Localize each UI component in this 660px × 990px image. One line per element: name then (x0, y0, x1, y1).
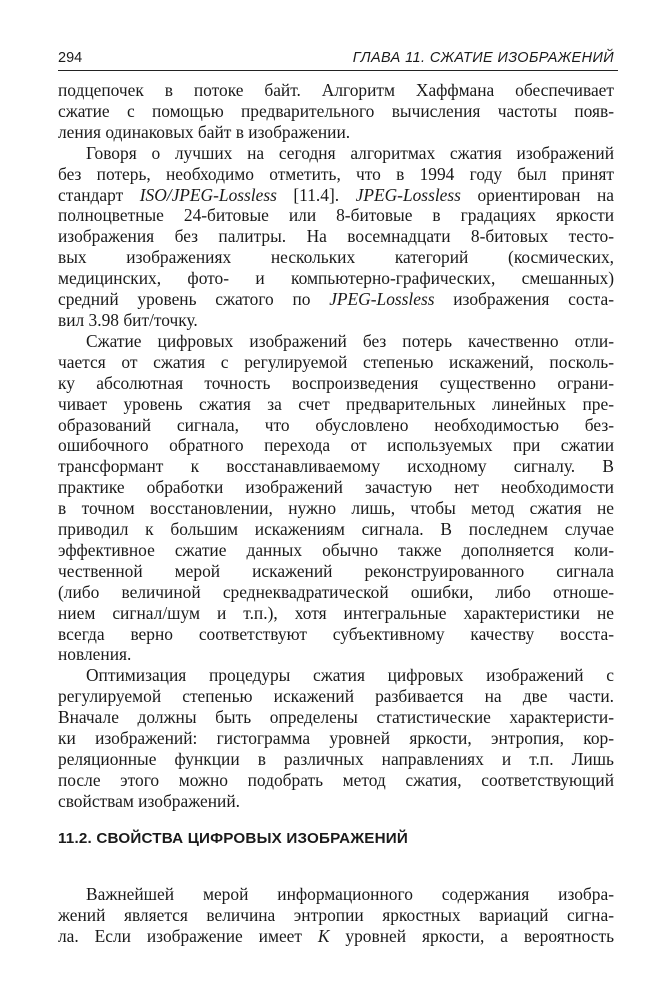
text-line: (либо величиной среднеквадратической ошибки, либо отноше- (58, 581, 614, 602)
paragraph-2 (58, 143, 614, 331)
text-line: чественной мерой искажений реконструированного сигнала (58, 560, 614, 581)
text-line: чается от сжатия с регулируемой степенью искажений, посколь- (58, 351, 614, 372)
text-line: Оптимизация процедуры сжатия цифровых изображений с (86, 665, 614, 686)
text-line: практике обработки изображений зачастую нет необходимости (58, 477, 614, 498)
text-line: всегда верно соответствуют субъективному качеству восста- (58, 623, 614, 644)
text-line: после этого можно подобрать метод сжатия, соответствующий (58, 769, 614, 790)
text-line: ошибочного обратного перехода от используемых при сжатии (58, 435, 614, 456)
text-line: полноцветные 24-битовые или 8-битовые в градациях яркости (58, 205, 614, 226)
text-line: чивает уровень сжатия за счет предварительных линейных пре- (58, 393, 614, 414)
text-line: ки изображений: гистограмма уровней яркости, энтропия, кор- (58, 728, 614, 749)
text-line: подцепочек в потоке байт. Алгоритм Хаффмана обеспечивает (58, 80, 614, 100)
text-line: регулируемой степенью искажений разбивается на две части. (58, 686, 614, 707)
standard-name: JPEG-Lossless (329, 289, 435, 310)
paragraph-1 (58, 80, 614, 143)
text-line: нием сигнал/шум и т.п.), хотя интегральные характеристики не (58, 602, 614, 623)
running-head: ГЛАВА 11. СЖАТИЕ ИЗОБРАЖЕНИЙ (352, 50, 614, 66)
text-line: жений является величина энтропии яркостных вариаций сигна- (58, 905, 614, 926)
section-heading: 11.2. СВОЙСТВА ЦИФРОВЫХ ИЗОБРАЖЕНИЙ (58, 830, 408, 847)
page-header (58, 44, 618, 71)
text-line: приводил к большим искажениям сигнала. В последнем случае (58, 519, 614, 540)
text-line: новления. (58, 644, 132, 665)
text-line: Сжатие цифровых изображений без потерь качественно отли- (86, 330, 614, 351)
text-line: реляционные функции в различных направлениях и т.п. Лишь (58, 749, 614, 769)
text-run: ориентирован на (460, 184, 614, 205)
text-line: вых изображениях нескольких категорий (космических, (58, 247, 614, 268)
paragraph-4 (58, 665, 614, 811)
text-run: стандарт (58, 184, 140, 205)
text-line (58, 185, 614, 206)
text-line: свойствам изображений. (58, 790, 240, 811)
text-line (58, 289, 614, 310)
text-line: изображения без палитры. На восемнадцати 8-битовых тесто- (58, 226, 614, 247)
body-text (58, 80, 614, 812)
text-line: Важнейшей мерой информационного содержания изобра- (86, 884, 614, 905)
text-line: ления одинаковых байт в изображении. (58, 121, 351, 142)
text-run: ла. Если изображение имеет (58, 926, 318, 947)
text-line: без потерь, необходимо отметить, что в 1994 году был принят (58, 163, 614, 184)
text-line: в точном восстановлении, нужно лишь, чтобы метод сжатия не (58, 498, 614, 519)
standard-name: ISO/JPEG-Lossless (139, 184, 277, 205)
text-line (58, 926, 614, 947)
paragraph-3 (58, 331, 614, 666)
text-run: [11.4]. (276, 184, 356, 205)
text-run: уровней яркости, а вероятность (329, 926, 614, 947)
text-line: ку абсолютная точность воспроизведения существенно ограни- (58, 372, 614, 393)
text-line: сжатие с помощью предварительного вычисления частоты появ- (58, 100, 614, 121)
text-line: Вначале должны быть определены статистические характеристи- (58, 707, 614, 728)
text-line: образований сигнала, что обусловлено необходимостью без- (58, 414, 614, 435)
page-number: 294 (58, 50, 83, 66)
text-line: медицинских, фото- и компьютерно-графических, смешанных) (58, 268, 614, 289)
math-variable: K (317, 926, 330, 947)
text-line: трансформант к восстанавливаемому исходному сигналу. В (58, 456, 614, 477)
text-line: вил 3.98 бит/точку. (58, 309, 198, 330)
text-line: эффективное сжатие данных обычно также дополняется коли- (58, 539, 614, 560)
section-body-text (58, 867, 614, 965)
standard-name: JPEG-Lossless (355, 184, 461, 205)
text-line: Говоря о лучших на сегодня алгоритмах сжатия изображений (86, 142, 614, 163)
section-paragraph-1 (58, 884, 614, 947)
text-run: средний уровень сжатого по (58, 289, 330, 310)
text-run: изображения соста- (434, 289, 615, 310)
